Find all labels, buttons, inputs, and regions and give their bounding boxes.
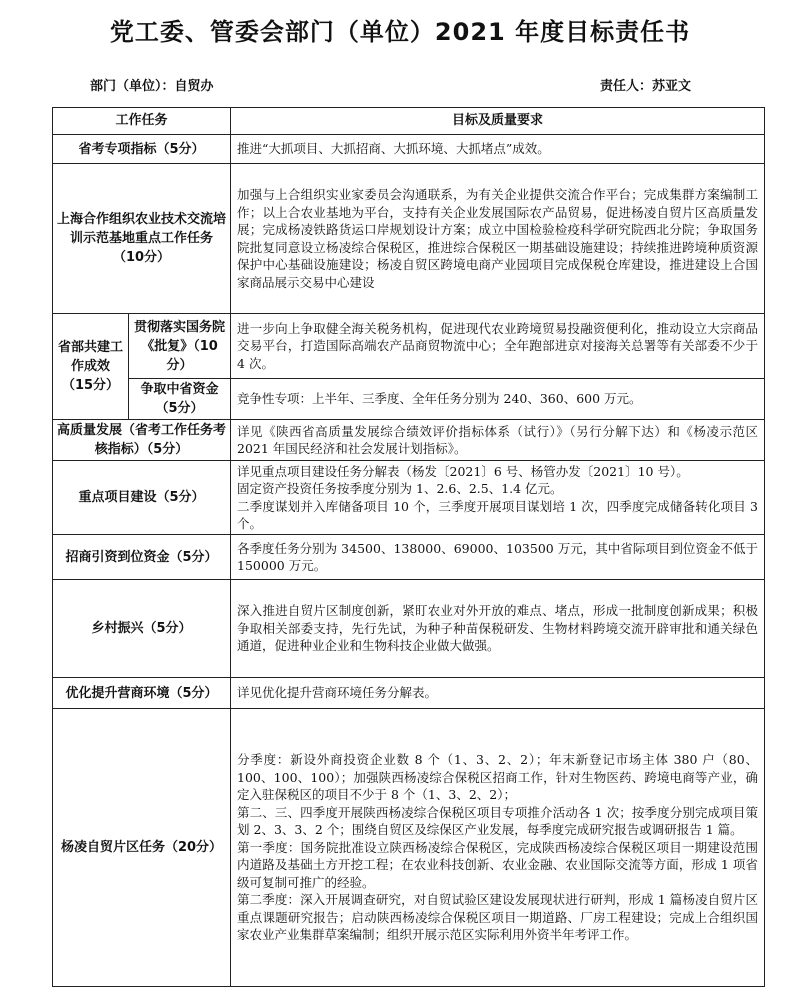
- goal-paragraph: 第一季度：国务院批准设立陕西杨凌综合保税区，完成陕西杨凌综合保税区项目一期建设范围内道路及基础土方开挖工程；在农业科技创新、农业金融、农业国际交流等方面，形成 1 项省级可复制可推广的经验。: [237, 839, 759, 890]
- task-cell: 省考专项指标（5分）: [53, 135, 231, 164]
- task-cell: 优化提升营商环境（5分）: [53, 678, 231, 709]
- table-row: [53, 535, 765, 580]
- table-row: [53, 164, 765, 314]
- goal-paragraph: 第二、三、四季度开展陕西杨凌综合保税区项目专项推介活动各 1 次；按季度分别完成项目策划 2、3、3、2 个；围绕自贸区及综保区产业发展，每季度完成研究报告或调研报告 1 篇。: [237, 804, 759, 838]
- task-cell: 上海合作组织农业技术交流培训示范基地重点工作任务（10分）: [53, 164, 231, 314]
- responsible-person-label: 责任人：苏亚文: [600, 79, 692, 94]
- table-row: [53, 135, 765, 164]
- header-task: 工作任务: [53, 108, 231, 135]
- goal-cell: 推进“大抓项目、大抓招商、大抓环境、大抓堵点”成效。: [231, 135, 765, 164]
- goal-cell: 加强与上合组织实业家委员会沟通联系，为有关企业提供交流合作平台；完成集群方案编制工作；以上合农业基地为平台，支持有关企业发展国际农产品贸易，促进杨凌自贸片区高质量发展；完成杨凌铁路货运口岸规划设计方案；成立中国检验检疫科学研究院西北分院；争取国务院批复同意设立杨凌综合保税区，推进综合保税区一期基础设施建设；持续推进跨境种质资源保护中心基础设施建设；杨凌自贸区跨境电商产业园项目完成保税仓库建设，推进建设上合国家商品展示交易中心建设: [231, 164, 765, 314]
- document-title: 党工委、管委会部门（单位）2021 年度目标责任书: [109, 18, 691, 46]
- goal-paragraph: 分季度：新设外商投资企业数 8 个（1、3、2、2）；年末新登记市场主体 380 户（80、100、100、100）；加强陕西杨凌综合保税区招商工作，针对生物医药、跨境电商等产业，确定入驻保税区的项目不少于 8 个（1、3、2、2）；: [237, 752, 759, 803]
- task-cell: 重点项目建设（5分）: [53, 461, 231, 535]
- task-cell: 高质量发展（省考工作任务考核指标）（5分）: [53, 420, 231, 461]
- task-cell: 争取中省资金（5分）: [129, 379, 231, 420]
- goal-cell: 进一步向上争取健全海关税务机构，促进现代农业跨境贸易投融资便利化，推动设立大宗商品交易平台，打造国际高端农产品商贸物流中心；全年跑部进京对接海关总署等有关部委不少于 4 次。: [231, 314, 765, 379]
- goal-paragraph: 二季度谋划并入库储备项目 10 个，三季度开展项目谋划培 1 次，四季度完成储备转化项目 3 个。: [237, 498, 759, 531]
- department-label: 部门（单位）：自贸办: [90, 79, 214, 94]
- goal-cell: 竞争性专项：上半年、三季度、全年任务分别为 240、360、600 万元。: [231, 379, 765, 420]
- table-header-row: [53, 108, 765, 135]
- goal-paragraph: 固定资产投资任务按季度分别为 1、2.6、2.5、1.4 亿元。: [237, 481, 563, 496]
- goal-cell: [231, 461, 765, 535]
- header-goal: 目标及质量要求: [231, 108, 765, 135]
- table-row: [53, 709, 765, 987]
- table-row: [53, 379, 765, 420]
- target-responsibility-table: [52, 107, 765, 987]
- task-cell: 乡村振兴（5分）: [53, 580, 231, 678]
- group-task-cell: 省部共建工作成效（15分）: [53, 314, 129, 420]
- table-row: [53, 420, 765, 461]
- goal-paragraph: 第二季度：深入开展调查研究，对自贸试验区建设发展现状进行研判，形成 1 篇杨凌自贸片区重点课题研究报告；启动陕西杨凌综合保税区项目一期道路、厂房工程建设；完成上合组织国家农业产业集群草案编制；组织开展示范区实际利用外资半年考评工作。: [237, 892, 759, 943]
- table-row: [53, 678, 765, 709]
- goal-paragraph: 详见重点项目建设任务分解表（杨发〔2021〕6 号、杨管办发〔2021〕10 号）。: [237, 463, 689, 479]
- task-cell: 贯彻落实国务院《批复》（10分）: [129, 314, 231, 379]
- table-row: [53, 314, 765, 379]
- goal-cell: 各季度任务分别为 34500、138000、69000、103500 万元，其中省际项目到位资金不低于 150000 万元。: [231, 535, 765, 580]
- goal-cell: 详见《陕西省高质量发展综合绩效评价指标体系（试行）》（另行分解下达）和《杨凌示范区 2021 年国民经济和社会发展计划指标》。: [231, 420, 765, 461]
- table-row: [53, 580, 765, 678]
- goal-cell: 深入推进自贸片区制度创新，紧盯农业对外开放的难点、堵点，形成一批制度创新成果；积极争取相关部委支持，先行先试，为种子种苗保税研发、生物材料跨境交流开辟审批和通关绿色通道，促进种业企业和生物科技企业做大做强。: [231, 580, 765, 678]
- goal-cell: [231, 709, 765, 987]
- task-cell: 招商引资到位资金（5分）: [53, 535, 231, 580]
- table-row: [53, 461, 765, 535]
- goal-cell: 详见优化提升营商环境任务分解表。: [231, 678, 765, 709]
- task-cell: 杨凌自贸片区任务（20分）: [53, 709, 231, 987]
